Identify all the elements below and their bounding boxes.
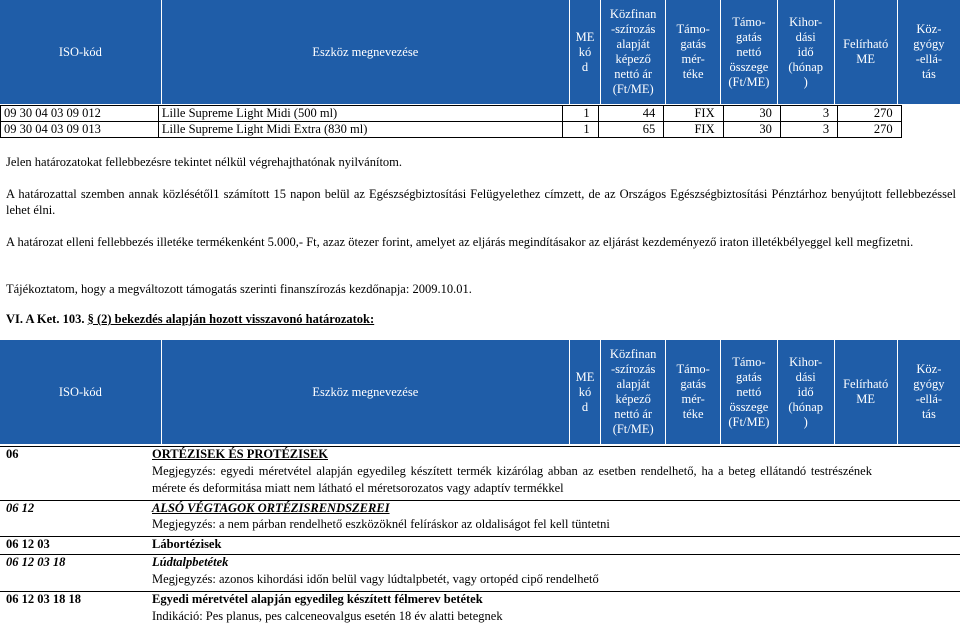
cell-name: Lille Supreme Light Midi (500 ml) — [158, 106, 562, 122]
header-line: gatás — [680, 37, 707, 51]
header-line: (Ft/ME) — [728, 74, 770, 89]
header-tamogatas-osszege — [721, 340, 778, 444]
header-line: -szírozás — [610, 22, 656, 36]
header-kihordasi-ido — [777, 340, 834, 444]
category-code: 06 — [6, 447, 19, 461]
header-line: Felírható — [843, 37, 889, 51]
divider — [0, 446, 960, 447]
header-iso-kod: ISO-kód — [0, 340, 161, 444]
header-iso-kod: ISO-kód — [0, 0, 161, 104]
header-line: Támo- — [676, 362, 710, 376]
header-line: Támo- — [676, 22, 710, 36]
cell-felirhato: 270 — [838, 106, 902, 122]
category-name: Lúdtalpbetétek — [152, 555, 229, 569]
header-me-kod — [569, 340, 600, 444]
cell-kozgyogy — [901, 106, 959, 122]
category-code: 06 12 03 18 — [6, 555, 66, 569]
header-line: alapját — [616, 377, 650, 391]
header-line: nettó ár — [614, 67, 653, 81]
cell-ar: 65 — [598, 122, 664, 138]
header-line: összege — [729, 399, 769, 414]
header-line: gyógy — [913, 37, 945, 51]
divider — [0, 554, 960, 555]
header-line: (Ft/ME) — [728, 414, 770, 429]
header-line: idő — [797, 384, 814, 399]
header-line: Támo- — [732, 14, 766, 29]
header-line: -ellá- — [915, 52, 943, 66]
header-line: Köz- — [916, 362, 942, 376]
table-row — [1, 122, 960, 138]
cell-iso: 09 30 04 03 09 013 — [1, 122, 159, 138]
data-table — [0, 105, 960, 138]
category-code: 06 12 03 — [6, 537, 50, 551]
header-line: (hónap — [788, 59, 824, 74]
header-line: gatás — [736, 369, 762, 384]
header-line: ME — [856, 392, 876, 406]
header-line: mér- — [681, 392, 705, 406]
header-line: kó — [578, 384, 592, 399]
cell-ido: 3 — [780, 106, 837, 122]
header-eszkoz-megnevezese: Eszköz megnevezése — [161, 340, 569, 444]
header-line: képező — [615, 392, 651, 406]
header-line: (Ft/ME) — [612, 82, 654, 96]
cell-name: Lille Supreme Light Midi Extra (830 ml) — [158, 122, 562, 138]
cell-mertek: FIX — [664, 122, 723, 138]
header-line: tás — [921, 67, 936, 81]
header-line: ) — [803, 74, 808, 89]
cell-me: 1 — [562, 122, 598, 138]
table-header-1 — [0, 0, 960, 104]
header-line: d — [581, 59, 589, 74]
header-line: alapját — [616, 37, 650, 51]
header-line: (hónap — [788, 399, 824, 414]
product-indication: Indikáció: Pes planus, pes calceneovalgus esetén 18 év alatti betegnek — [152, 609, 503, 623]
cell-mertek: FIX — [664, 106, 723, 122]
category-name: Lábortézisek — [152, 537, 222, 551]
divider — [0, 500, 960, 501]
paragraph-fellebbezes: A határozattal szemben annak közlésétől1 számított 15 napon belül az Egészségbiztosítási Felügyelethez címzett, de az Országos Egészségbiztosítási Pénztárhoz benyújtott fellebbezéssel lehet élni. — [6, 187, 956, 217]
header-line: d — [581, 399, 589, 414]
category-name: ORTÉZISEK ÉS PROTÉZISEK — [152, 447, 329, 461]
header-line: képező — [615, 52, 651, 66]
header-line: Közfinan — [609, 347, 657, 361]
table-row — [1, 106, 960, 122]
cell-kozgyogy — [901, 122, 959, 138]
header-kozgyogyellatas — [897, 0, 960, 104]
header-line: gatás — [680, 377, 707, 391]
category-note: Megjegyzés: a nem párban rendelhető eszközöknél felíráskor az oldaliságot fel kell tüntetni — [152, 517, 610, 531]
header-line: ME — [575, 369, 595, 384]
header-felirhato-me — [834, 0, 897, 104]
category-note: Megjegyzés: azonos kihordási időn belül vagy lúdtalpbetét, vagy ortopéd cipő rendelhető — [152, 572, 599, 586]
header-line: ME — [856, 52, 876, 66]
header-line: Köz- — [916, 22, 942, 36]
header-line: Kihor- — [789, 14, 823, 29]
header-line: Támo- — [732, 354, 766, 369]
header-line: dási — [795, 29, 816, 44]
header-line: dási — [795, 369, 816, 384]
paragraph-vegrehajthato: Jelen határozatokat fellebbezésre tekintet nélkül végrehajthatónak nyilvánítom. — [6, 155, 403, 169]
product-code: 06 12 03 18 18 — [6, 592, 81, 606]
header-kihordasi-ido — [777, 0, 834, 104]
cell-ido: 3 — [780, 122, 837, 138]
category-name: ALSÓ VÉGTAGOK ORTÉZISRENDSZEREI — [152, 501, 390, 515]
cell-osszeg: 30 — [723, 106, 780, 122]
header-kozfinanszirozas — [601, 340, 666, 444]
header-me-kod — [569, 0, 600, 104]
header-line: téke — [682, 407, 704, 421]
header-line: mér- — [681, 52, 705, 66]
header-line: (Ft/ME) — [612, 422, 654, 436]
section-heading-prefix: VI. A Ket. 103. — [6, 312, 88, 326]
cell-ar: 44 — [598, 106, 664, 122]
header-line: Közfinan — [609, 7, 657, 21]
header-line: idő — [797, 44, 814, 59]
table-header-2 — [0, 340, 960, 444]
paragraph-illetek: A határozat elleni fellebbezés illetéke termékenként 5.000,- Ft, azaz ötezer forint, amelyet az eljárás megindításakor az eljárást kezdeményező iraton illetékbélyeggel kell megfizetni. — [6, 235, 914, 249]
cell-felirhato: 270 — [838, 122, 902, 138]
cell-iso: 09 30 04 03 09 012 — [1, 106, 159, 122]
header-line: gyógy — [913, 377, 945, 391]
header-line: Kihor- — [789, 354, 823, 369]
header-line: kó — [578, 44, 592, 59]
product-name: Egyedi méretvétel alapján egyedileg készített félmerev betétek — [152, 592, 483, 606]
header-line: ME — [575, 29, 595, 44]
header-line: Felírható — [843, 377, 889, 391]
header-line: nettó — [736, 44, 762, 59]
header-kozgyogyellatas — [897, 340, 960, 444]
header-tamogatas-merteke — [666, 340, 721, 444]
section-heading-underlined: § (2) bekezdés alapján hozott visszavonó határozatok: — [87, 312, 375, 326]
header-tamogatas-merteke — [666, 0, 721, 104]
category-note: Megjegyzés: egyedi méretvétel alapján egyedileg készített termék kizárólag abban az esetben rendelhető, ha a beteg ellátandó testrészének mérete és deformitása miatt nem látható el méretsorozatos vagy adaptív termékkel — [152, 464, 872, 495]
cell-osszeg: 30 — [723, 122, 780, 138]
cell-me: 1 — [562, 106, 598, 122]
header-line: -ellá- — [915, 392, 943, 406]
header-line: nettó ár — [614, 407, 653, 421]
section-heading — [6, 312, 374, 327]
paragraph-tajekoztatas: Tájékoztatom, hogy a megváltozott támogatás szerinti finanszírozás kezdőnapja: 2009.10.01. — [6, 282, 472, 296]
header-line: ) — [803, 414, 808, 429]
category-code: 06 12 — [6, 501, 35, 515]
header-line: tás — [921, 407, 936, 421]
header-line: nettó — [736, 384, 762, 399]
header-eszkoz-megnevezese: Eszköz megnevezése — [161, 0, 569, 104]
header-tamogatas-osszege — [721, 0, 778, 104]
header-line: összege — [729, 59, 769, 74]
header-kozfinanszirozas — [601, 0, 666, 104]
header-line: gatás — [736, 29, 762, 44]
divider — [0, 536, 960, 537]
header-line: -szírozás — [610, 362, 656, 376]
header-felirhato-me — [834, 340, 897, 444]
header-line: téke — [682, 67, 704, 81]
